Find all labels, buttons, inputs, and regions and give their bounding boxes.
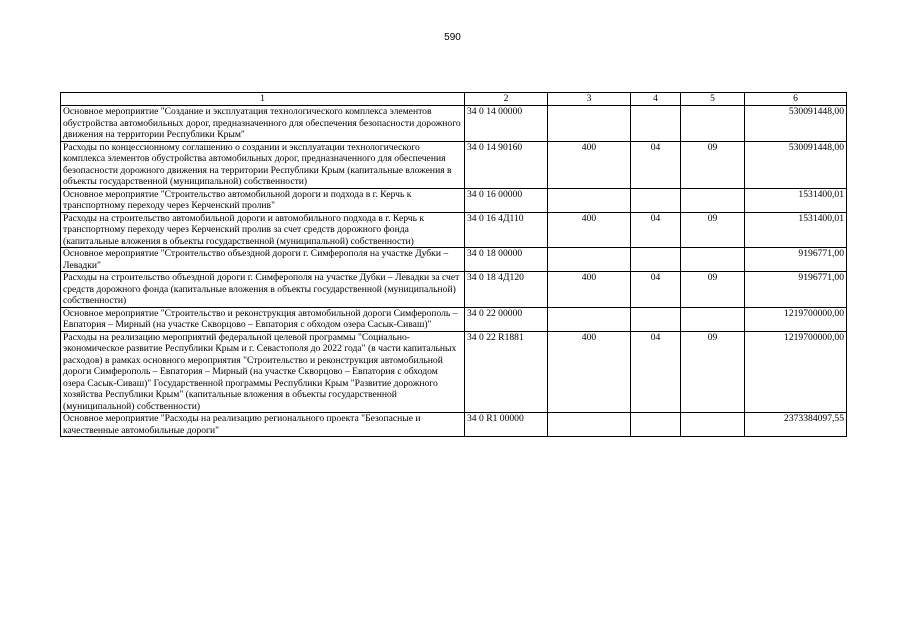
column-number: 2: [465, 93, 548, 106]
item-name: Расходы по концессионному соглашению о создании и эксплуатации технологического комплекса элементов обустройства автомобильных дорог, предназначенного для обеспечения безопасности дорожного движения на территории Республики Крым (капитальные вложения в объекты государственной (муниципальной) собственности): [61, 141, 465, 188]
table-row: [61, 331, 847, 413]
expense-type: 400: [548, 331, 631, 413]
section-code: 04: [631, 331, 681, 413]
section-code: [631, 248, 681, 272]
target-code: 34 0 22 R1881: [465, 331, 548, 413]
column-number: 3: [548, 93, 631, 106]
section-code: 04: [631, 141, 681, 188]
target-code: 34 0 18 00000: [465, 248, 548, 272]
subsection-code: [681, 188, 745, 212]
subsection-code: 09: [681, 212, 745, 248]
amount: 2373384097,55: [745, 413, 847, 437]
target-code: 34 0 14 90160: [465, 141, 548, 188]
subsection-code: 09: [681, 331, 745, 413]
section-code: [631, 413, 681, 437]
section-code: [631, 188, 681, 212]
item-name: Основное мероприятие "Создание и эксплуатация технологического комплекса элементов обустройства автомобильных дорог, предназначенного для обеспечения безопасности дорожного движения на территории Республики Крым": [61, 106, 465, 142]
expense-type: 400: [548, 212, 631, 248]
expense-type: [548, 248, 631, 272]
expense-type: [548, 307, 631, 331]
expense-type: [548, 188, 631, 212]
expense-type: 400: [548, 272, 631, 308]
expense-type: [548, 413, 631, 437]
target-code: 34 0 14 00000: [465, 106, 548, 142]
subsection-code: 09: [681, 141, 745, 188]
table-row: [61, 212, 847, 248]
table-row: [61, 188, 847, 212]
column-number: 5: [681, 93, 745, 106]
amount: 1219700000,00: [745, 307, 847, 331]
section-code: 04: [631, 272, 681, 308]
subsection-code: [681, 413, 745, 437]
item-name: Расходы на строительство автомобильной дороги и автомобильного подхода в г. Керчь к транспортному переходу через Керченский пролив за счет средств дорожного фонда (капитальные вложения в объекты государственной (муниципальной) собственности): [61, 212, 465, 248]
item-name: Основное мероприятие "Строительство и реконструкция автомобильной дороги Симферополь – Евпатория – Мирный (на участке Скворцово – Евпатория с обходом озера Сасык-Сиваш)": [61, 307, 465, 331]
subsection-code: [681, 106, 745, 142]
target-code: 34 0 16 00000: [465, 188, 548, 212]
subsection-code: [681, 307, 745, 331]
amount: 1531400,01: [745, 188, 847, 212]
target-code: 34 0 18 4Д120: [465, 272, 548, 308]
expense-type: 400: [548, 141, 631, 188]
table-row: [61, 413, 847, 437]
expense-type: [548, 106, 631, 142]
budget-table: [60, 92, 847, 437]
table-row: [61, 307, 847, 331]
table-row: [61, 248, 847, 272]
item-name: Основное мероприятие "Строительство объездной дороги г. Симферополя на участке Дубки – Левадки": [61, 248, 465, 272]
section-code: [631, 307, 681, 331]
table-row: [61, 272, 847, 308]
section-code: [631, 106, 681, 142]
item-name: Расходы на строительство объездной дороги г. Симферополя на участке Дубки – Левадки за счет средств дорожного фонда (капитальные вложения в объекты государственной (муниципальной) собственности): [61, 272, 465, 308]
item-name: Основное мероприятие "Строительство автомобильной дороги и подхода в г. Керчь к транспортному переходу через Керченский пролив": [61, 188, 465, 212]
amount: 530091448,00: [745, 106, 847, 142]
amount: 1219700000,00: [745, 331, 847, 413]
column-number: 6: [745, 93, 847, 106]
amount: 530091448,00: [745, 141, 847, 188]
column-number: 1: [61, 93, 465, 106]
amount: 1531400,01: [745, 212, 847, 248]
table-row: [61, 106, 847, 142]
target-code: 34 0 22 00000: [465, 307, 548, 331]
item-name: Расходы на реализацию мероприятий федеральной целевой программы "Социально-экономическое развитие Республики Крым и г. Севастополя до 2022 года" (в части капитальных расходов) в рамках основного мероприятия "Строительство и реконструкция автомобильной дороги Симферополь – Евпатория – Мирный (на участке Скворцово – Евпатория с обходом озера Сасык-Сиваш)" Государственной программы Республики Крым "Развитие дорожного хозяйства Республики Крым" (капитальные вложения в объекты государственной (муниципальной) собственности): [61, 331, 465, 413]
budget-table-body: [61, 93, 847, 437]
amount: 9196771,00: [745, 272, 847, 308]
column-number: 4: [631, 93, 681, 106]
table-row: [61, 141, 847, 188]
amount: 9196771,00: [745, 248, 847, 272]
subsection-code: 09: [681, 272, 745, 308]
section-code: 04: [631, 212, 681, 248]
page-number: 590: [444, 32, 461, 43]
column-number-row: [61, 93, 847, 106]
item-name: Основное мероприятие "Расходы на реализацию регионального проекта "Безопасные и качественные автомобильные дороги": [61, 413, 465, 437]
target-code: 34 0 16 4Д110: [465, 212, 548, 248]
target-code: 34 0 R1 00000: [465, 413, 548, 437]
subsection-code: [681, 248, 745, 272]
